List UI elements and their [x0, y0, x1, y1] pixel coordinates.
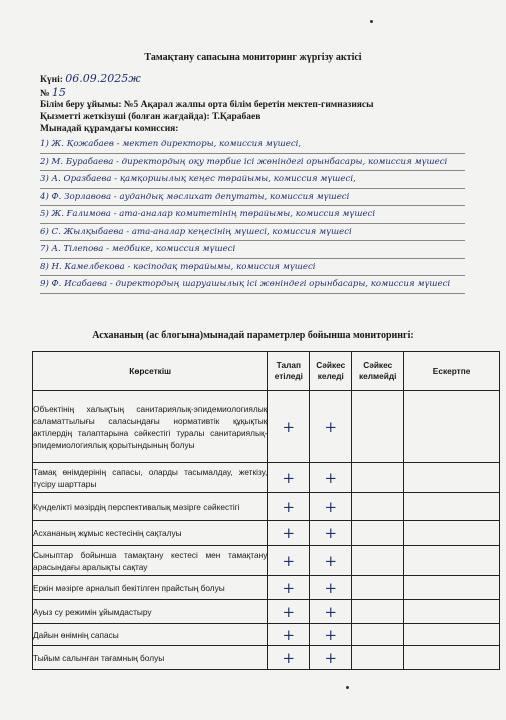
- row-required-mark: +: [268, 521, 310, 546]
- commission-member: 5) Ж. Ғалимова - ата-аналар комитетінің төрайымы, комиссия мүшесі: [40, 206, 465, 224]
- date-label: Күні:: [40, 75, 63, 85]
- row-not-matches-mark: [352, 600, 404, 624]
- row-matches-mark: +: [310, 493, 352, 521]
- school-line: Білім беру ұйымы: №5 Ақарал жалпы орта білім беретін мектеп-гимназиясы: [40, 100, 374, 110]
- row-indicator: Сыныптар бойынша тамақтану кестесі мен тамақтану арасындағы аралықты сақтау: [33, 546, 268, 576]
- commission-member: 4) Ф. Зорлавова - аудандық мәслихат депутаты, комиссия мүшесі: [40, 189, 465, 207]
- header-required: Талап етіледі: [268, 352, 310, 391]
- row-note: [404, 624, 500, 646]
- number-value: 15: [51, 86, 66, 99]
- header-indicator: Көрсеткіш: [33, 352, 268, 391]
- commission-member: 8) Н. Камелбекова - кәсіподақ төрайымы, комиссия мүшесі: [40, 259, 465, 277]
- row-indicator: Күнделікті мәзірдің перспективалық мәзірге сәйкестігі: [33, 493, 268, 521]
- table-header-row: [33, 352, 500, 391]
- row-matches-mark: +: [310, 646, 352, 670]
- monitoring-table: [32, 351, 500, 670]
- row-not-matches-mark: [352, 391, 404, 463]
- row-required-mark: +: [268, 646, 310, 670]
- row-indicator: Ауыз су режимін ұйымдастыру: [33, 600, 268, 624]
- row-not-matches-mark: [352, 546, 404, 576]
- number-label: №: [40, 89, 50, 99]
- row-indicator: Асхананың жұмыс кестесінің сақталуы: [33, 521, 268, 546]
- row-matches-mark: +: [310, 624, 352, 646]
- row-not-matches-mark: [352, 521, 404, 546]
- table-row: [33, 546, 500, 576]
- commission-member: 3) А. Оразбаева - қамқоршылық кеңес төрайымы, комиссия мүшесі,: [40, 171, 465, 189]
- table-row: [33, 576, 500, 600]
- row-indicator: Дайын өнімнің сапасы: [33, 624, 268, 646]
- row-not-matches-mark: [352, 624, 404, 646]
- commission-member: 1) Ж. Қожабаев - мектеп директоры, комиссия мүшесі,: [40, 136, 465, 154]
- row-matches-mark: +: [310, 576, 352, 600]
- commission-member: 9) Ф. Исабаева - директордың шаруашылық ісі жөніндегі орынбасары, комиссия мүшесі: [40, 276, 465, 294]
- row-indicator: Объектінің халықтың санитариялық-эпидемиологиялық саламаттылығы саласындағы нормативтік құқықтық актілердің талаптарына сәйкестігі туралы санитариялық-эпидемиологиялық қорытындының болуы: [33, 391, 268, 463]
- row-note: [404, 646, 500, 670]
- row-note: [404, 546, 500, 576]
- date-value: 06.09.2025ж: [65, 72, 141, 85]
- row-required-mark: +: [268, 463, 310, 493]
- row-matches-mark: +: [310, 463, 352, 493]
- table-row: [33, 521, 500, 546]
- commission-label: Мынадай құрамдағы комиссия:: [40, 124, 179, 134]
- header-not-matches: Сәйкес келмейді: [352, 352, 404, 391]
- row-required-mark: +: [268, 624, 310, 646]
- commission-member: 2) М. Бурабаева - директордың оқу тәрбие ісі жөніндегі орынбасары, комиссия мүшесі: [40, 154, 465, 172]
- responsible-line: Қызметті жеткізуші (болған жағдайда): Т.Қарабаев: [40, 112, 261, 122]
- table-row: [33, 646, 500, 670]
- row-indicator: Тыйым салынған тағамның болуы: [33, 646, 268, 670]
- monitoring-subtitle: Асхананың (ас блогына)мынадай параметрлер бойынша мониторингі:: [92, 330, 414, 341]
- row-indicator: Тамақ өнімдерінің сапасы, оларды тасымалдау, жеткізу, түсіру шарттары: [33, 463, 268, 493]
- row-note: [404, 463, 500, 493]
- row-note: [404, 391, 500, 463]
- row-note: [404, 576, 500, 600]
- scan-speck: [370, 20, 373, 23]
- row-required-mark: +: [268, 391, 310, 463]
- row-note: [404, 600, 500, 624]
- row-required-mark: +: [268, 600, 310, 624]
- commission-member: 7) А. Тілепова - медбике, комиссия мүшесі: [40, 241, 465, 259]
- table-row: [33, 600, 500, 624]
- row-note: [404, 521, 500, 546]
- table-row: [33, 624, 500, 646]
- row-required-mark: +: [268, 493, 310, 521]
- header-matches: Сәйкес келеді: [310, 352, 352, 391]
- number-line: [40, 86, 66, 99]
- document-title: Тамақтану сапасына мониторинг жүргізу актісі: [144, 52, 362, 63]
- row-required-mark: +: [268, 576, 310, 600]
- row-not-matches-mark: [352, 493, 404, 521]
- table-row: [33, 391, 500, 463]
- scan-speck: [346, 686, 349, 689]
- row-required-mark: +: [268, 546, 310, 576]
- row-indicator: Еркін мәзірге арналып бекітілген прайстың болуы: [33, 576, 268, 600]
- row-matches-mark: +: [310, 546, 352, 576]
- header-note: Ескертпе: [404, 352, 500, 391]
- date-line: [40, 72, 141, 85]
- row-matches-mark: +: [310, 391, 352, 463]
- row-not-matches-mark: [352, 646, 404, 670]
- table-row: [33, 463, 500, 493]
- row-note: [404, 493, 500, 521]
- row-matches-mark: +: [310, 600, 352, 624]
- commission-member: 6) С. Жылқыбаева - ата-аналар кеңесінің мүшесі, комиссия мүшесі: [40, 224, 465, 242]
- row-matches-mark: +: [310, 521, 352, 546]
- row-not-matches-mark: [352, 463, 404, 493]
- row-not-matches-mark: [352, 576, 404, 600]
- table-row: [33, 493, 500, 521]
- commission-members: [40, 136, 465, 294]
